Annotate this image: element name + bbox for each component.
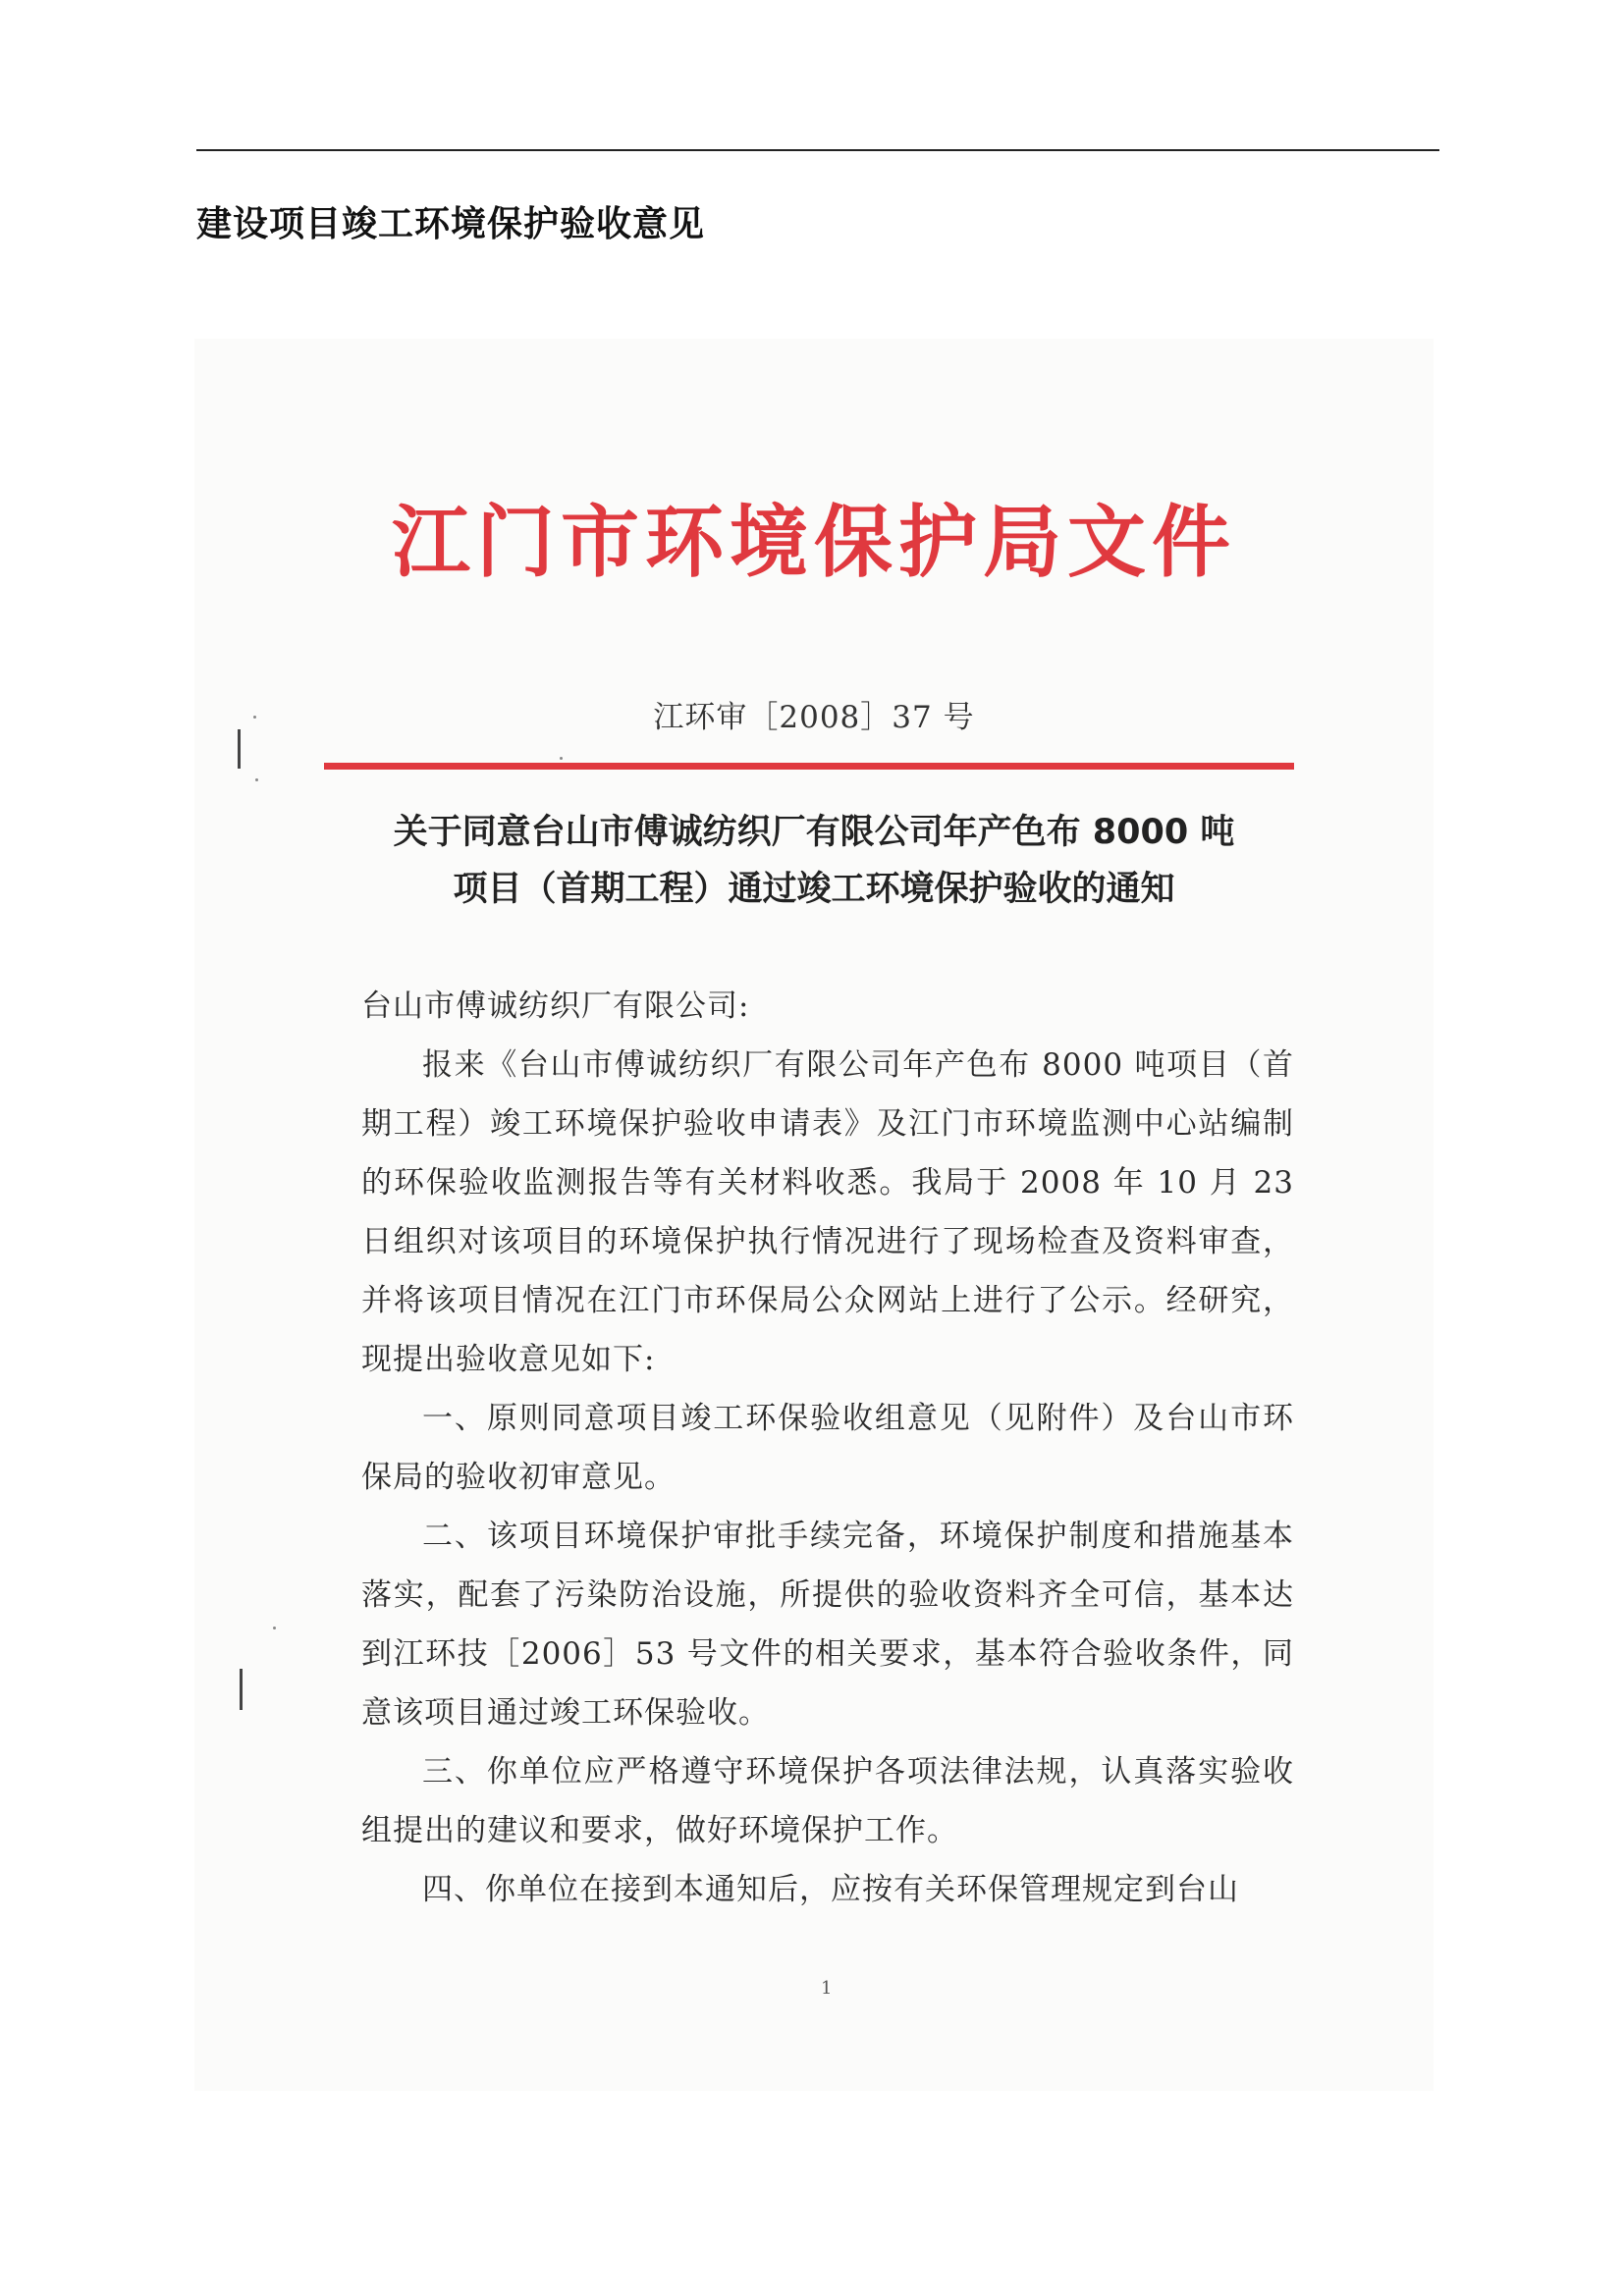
letterhead-red-rule xyxy=(324,763,1294,770)
scanned-document xyxy=(194,339,1434,2091)
body-paragraph: 三、你单位应严格遵守环境保护各项法律法规，认真落实验收组提出的建议和要求，做好环境保护工作。 xyxy=(361,1754,1294,1848)
document-letterhead: 江门市环境保护局文件 xyxy=(392,496,1236,588)
scan-artifact-dot xyxy=(273,1627,276,1629)
title-line: 关于同意台山市傅诚纺织厂有限公司年产色布 8000 吨 xyxy=(393,813,1235,852)
body-paragraph: 一、原则同意项目竣工环保验收组意见（见附件）及台山市环保局的验收初审意见。 xyxy=(361,1401,1294,1495)
body-paragraph: 四、你单位在接到本通知后，应按有关环保管理规定到台山 xyxy=(422,1872,1239,1907)
scan-artifact-mark xyxy=(240,1669,243,1710)
body-paragraph: 报来《台山市傅诚纺织厂有限公司年产色布 8000 吨项目（首期工程）竣工环境保护验收申请表》及江门市环境监测中心站编制的环保验收监测报告等有关材料收悉。我局于 2008 年 10 月 23 日组织对该项目的环境保护执行情况进行了现场检查及资料审查，并将该项目情况在江门市环保局公众网站上进行了公示。经研究，现提出验收意见如下: xyxy=(361,1047,1294,1377)
page-number: 1 xyxy=(821,1978,833,1999)
body-paragraph: 二、该项目环境保护审批手续完备，环境保护制度和措施基本落实，配套了污染防治设施，所提供的验收资料齐全可信，基本达到江环技［2006］53 号文件的相关要求，基本符合验收条件，同意该项目通过竣工环保验收。 xyxy=(361,1519,1294,1731)
scan-artifact-dot xyxy=(255,778,258,781)
scan-artifact-dot xyxy=(560,757,563,760)
salutation: 台山市傅诚纺织厂有限公司: xyxy=(361,988,750,1024)
page-heading: 建设项目竣工环境保护验收意见 xyxy=(196,203,706,244)
document-title xyxy=(194,804,1434,918)
document-number: 江环审［2008］37 号 xyxy=(653,700,975,735)
document-body xyxy=(361,977,1294,1919)
title-line: 项目（首期工程）通过竣工环境保护验收的通知 xyxy=(453,870,1175,909)
top-divider xyxy=(196,149,1439,151)
